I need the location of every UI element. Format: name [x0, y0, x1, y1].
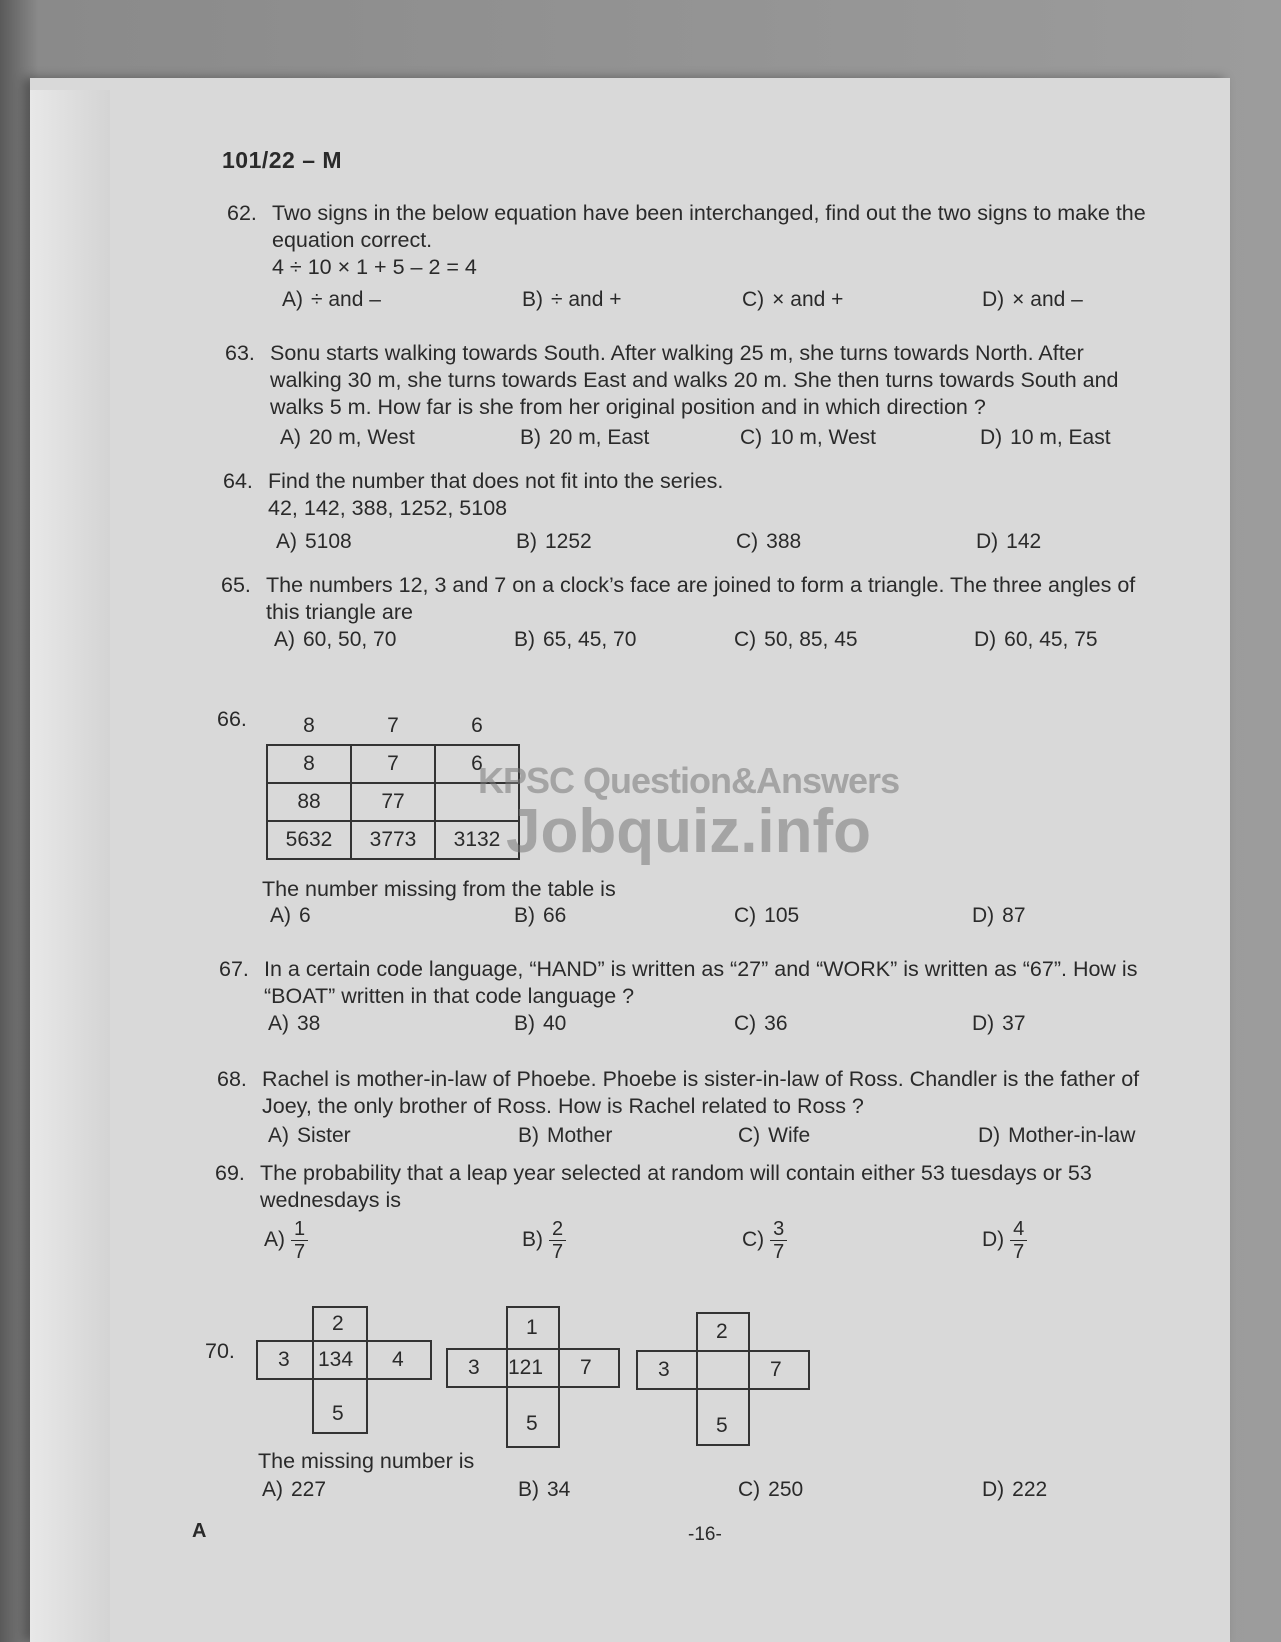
option-c[interactable]: C) Wife — [738, 1124, 811, 1147]
fraction: $\frac{1}{7}$ — [291, 1218, 308, 1263]
option-a[interactable]: A) 60, 50, 70 — [274, 628, 397, 651]
option-d[interactable]: D) 222 — [982, 1478, 1048, 1501]
figure-bottom: 5 — [332, 1402, 344, 1425]
option-c[interactable]: C) 250 — [738, 1478, 804, 1501]
number-series: 42, 142, 388, 1252, 5108 — [268, 496, 508, 520]
equation: 4 ÷ 10 × 1 + 5 – 2 = 4 — [272, 255, 477, 279]
figure-bottom: 5 — [716, 1414, 728, 1437]
option-b[interactable]: B) 40 — [514, 1012, 567, 1035]
option-b[interactable]: B) Mother — [518, 1124, 613, 1147]
option-b[interactable]: B) 1252 — [516, 530, 592, 553]
option-a[interactable]: A) 38 — [268, 1012, 321, 1035]
option-b[interactable]: B) 34 — [518, 1478, 571, 1501]
paper-edge — [30, 90, 110, 1642]
figure-right: 7 — [580, 1356, 592, 1379]
option-c[interactable]: C) 10 m, West — [740, 426, 876, 449]
option-a[interactable]: A) ÷ and – — [282, 288, 381, 311]
table-cell: 88 — [267, 783, 351, 821]
question-number: 63. — [225, 341, 255, 365]
question-63 — [225, 340, 1150, 421]
question-67 — [219, 956, 1154, 1010]
option-d[interactable]: D) 10 m, East — [980, 426, 1111, 449]
option-c[interactable]: C) × and + — [742, 288, 844, 311]
figure-top: 2 — [332, 1312, 344, 1335]
option-c[interactable]: C) 50, 85, 45 — [734, 628, 858, 651]
cross-figure-3 — [636, 1312, 816, 1452]
option-c[interactable]: C) 388 — [736, 530, 802, 553]
table-cell: 77 — [351, 783, 435, 821]
table-cell: 8 — [267, 745, 351, 783]
table-cell: 7 — [351, 708, 435, 745]
question-text: Two signs in the below equation have been interchanged, find out the two signs to make the equation correct. — [272, 201, 1146, 252]
question-number: 68. — [217, 1067, 247, 1091]
figure-left: 3 — [468, 1356, 480, 1379]
question-62 — [227, 200, 1152, 281]
question-70-text: The missing number is — [258, 1449, 475, 1473]
figure-bottom: 5 — [526, 1412, 538, 1435]
table-cell: 3773 — [351, 821, 435, 859]
question-number: 62. — [227, 201, 257, 225]
question-65 — [221, 572, 1146, 626]
option-a[interactable]: A) 6 — [270, 904, 311, 927]
table-cell: 6 — [435, 745, 519, 783]
figure-center: 121 — [508, 1356, 544, 1379]
table-cell: 5632 — [267, 821, 351, 859]
question-number: 67. — [219, 957, 249, 981]
option-d[interactable]: D) 37 — [972, 1012, 1026, 1035]
question-66-text: The number missing from the table is — [262, 877, 616, 901]
option-d[interactable]: D) × and – — [982, 288, 1083, 311]
watermark-line-2: Jobquiz.info — [506, 797, 872, 866]
option-d[interactable]: D) 60, 45, 75 — [974, 628, 1098, 651]
figure-center: 134 — [318, 1348, 354, 1371]
question-number: 65. — [221, 573, 251, 597]
watermark — [478, 760, 899, 867]
cross-figure-1 — [256, 1306, 436, 1436]
figure-right: 7 — [770, 1358, 782, 1381]
option-b[interactable]: B) ÷ and + — [522, 288, 622, 311]
question-text: The numbers 12, 3 and 7 on a clock’s face are joined to form a triangle. The three angles of this triangle are — [266, 573, 1136, 624]
option-d[interactable]: D) 87 — [972, 904, 1026, 927]
option-c[interactable]: C) $\frac{3}{7}$ — [742, 1218, 787, 1263]
figure-top: 2 — [716, 1320, 728, 1343]
question-text: Rachel is mother-in-law of Phoebe. Phoebe is sister-in-law of Ross. Chandler is the father of Joey, the only brother of Ross. How is Rachel related to Ross ? — [262, 1067, 1140, 1118]
table-cell: 7 — [351, 745, 435, 783]
question-64 — [223, 468, 1148, 522]
option-a[interactable]: A) 20 m, West — [280, 426, 415, 449]
option-a[interactable]: A) $\frac{1}{7}$ — [264, 1218, 308, 1263]
fraction: $\frac{4}{7}$ — [1010, 1218, 1027, 1263]
document-code: 101/22 – M — [222, 147, 343, 173]
option-c[interactable]: C) 105 — [734, 904, 800, 927]
cross-figure-2 — [446, 1306, 626, 1456]
table-cell: 3132 — [435, 821, 519, 859]
option-d[interactable]: D) Mother-in-law — [978, 1124, 1136, 1147]
set-code: A — [192, 1520, 207, 1542]
option-b[interactable]: B) 65, 45, 70 — [514, 628, 637, 651]
fraction: $\frac{2}{7}$ — [549, 1218, 566, 1263]
option-a[interactable]: A) 227 — [262, 1478, 327, 1501]
option-b[interactable]: B) 66 — [514, 904, 567, 927]
option-b[interactable]: B) $\frac{2}{7}$ — [522, 1218, 566, 1263]
question-69 — [215, 1160, 1152, 1214]
option-c[interactable]: C) 36 — [734, 1012, 788, 1035]
figure-right: 4 — [392, 1348, 404, 1371]
option-d[interactable]: D) $\frac{4}{7}$ — [982, 1218, 1027, 1263]
question-number: 69. — [215, 1161, 245, 1185]
table-cell: 8 — [267, 708, 351, 745]
figure-top: 1 — [526, 1316, 538, 1339]
question-text: In a certain code language, “HAND” is written as “27” and “WORK” is written as “67”. How is “BOAT” written in that code language ? — [264, 957, 1138, 1008]
question-text: Find the number that does not fit into the series. — [268, 469, 724, 493]
scanned-page-background: 101/22 – M 62. Two signs in the below equation have been interchanged, find out the two signs to make the equation correct. 4 ÷ 10 × 1 + 5 – 2 = 4 A) ÷ and – B) ÷ and + C) × and + D) × and – 63. Sonu starts walking towards South. After walking 25 m, she turns towards North. After walking 30 m, she turns towards East and walks 20 m. She then turns towards South and walks 5 m. How far is she from her original position and in which direction ? A) 20 m, West B) 20 m, East C) 10 m, West D) 10 m, East 64. Find the number that does not fit into the series. 42, 142, 388, 1252, 5108 A) 5108 B) 1252 C) 388 D) 142 65. The numbers 12, 3 and 7 on a clock’s face are joined to form a triangle. The three angles of this triangle are A) 60, 50, 70 B) 65, 45, 70 C) 50, 85, 45 D) 60, 45, 75 66. 8 7 6 8 7 6 88 77 5632 3773 3132 The number missing from the table is A) 6 B) 66 C) 105 D) 87 67. In a certain code language, “HAND” is written as “27” and “WORK” is written as “67”. How is “BOAT” written in that code language ? A) 38 B) 40 C) 36 D) 37 68. Rachel is mother-in-law of Phoebe. Phoebe is sister-in-law of Ross. Chandler is the father of Joey, the only brother of Ross. How is Rachel related to Ross ? A) Sister B) Mother C) Wife D) Mother-in-law 69. The probability that a leap year selected at random will contain either 53 tuesdays or 53 wednesdays is A) $\frac{1}{7}$ B) $\frac{2}{7}$ C) $\frac{3}{7}$ D) $\frac{4}{7}$ 70. 2 3 134 4 5 1 3 121 7 5 2 3 7 5 The missing number is A) 227 B) 34 C) 250 D) 222 KPSC Question&Answers Jobquiz.info A -16- — [0, 0, 1281, 1642]
option-d[interactable]: D) 142 — [976, 530, 1042, 553]
question-68 — [217, 1066, 1154, 1120]
question-text: The probability that a leap year selected at random will contain either 53 tuesdays or 53 wednesdays is — [260, 1161, 1092, 1212]
option-b[interactable]: B) 20 m, East — [520, 426, 650, 449]
question-text: Sonu starts walking towards South. After walking 25 m, she turns towards North. After walking 30 m, she turns towards East and walks 20 m. She then turns towards South and walks 5 m. How far is she from her original position and in which direction ? — [270, 341, 1119, 419]
page-number: -16- — [688, 1524, 722, 1545]
option-a[interactable]: A) 5108 — [276, 530, 352, 553]
watermark-line-1: KPSC Question&Answers — [478, 760, 900, 801]
question-number: 64. — [223, 469, 253, 493]
figure-left: 3 — [278, 1348, 290, 1371]
table-cell: 6 — [435, 708, 519, 745]
option-a[interactable]: A) Sister — [268, 1124, 351, 1147]
fraction: $\frac{3}{7}$ — [770, 1218, 787, 1263]
figure-left: 3 — [658, 1358, 670, 1381]
